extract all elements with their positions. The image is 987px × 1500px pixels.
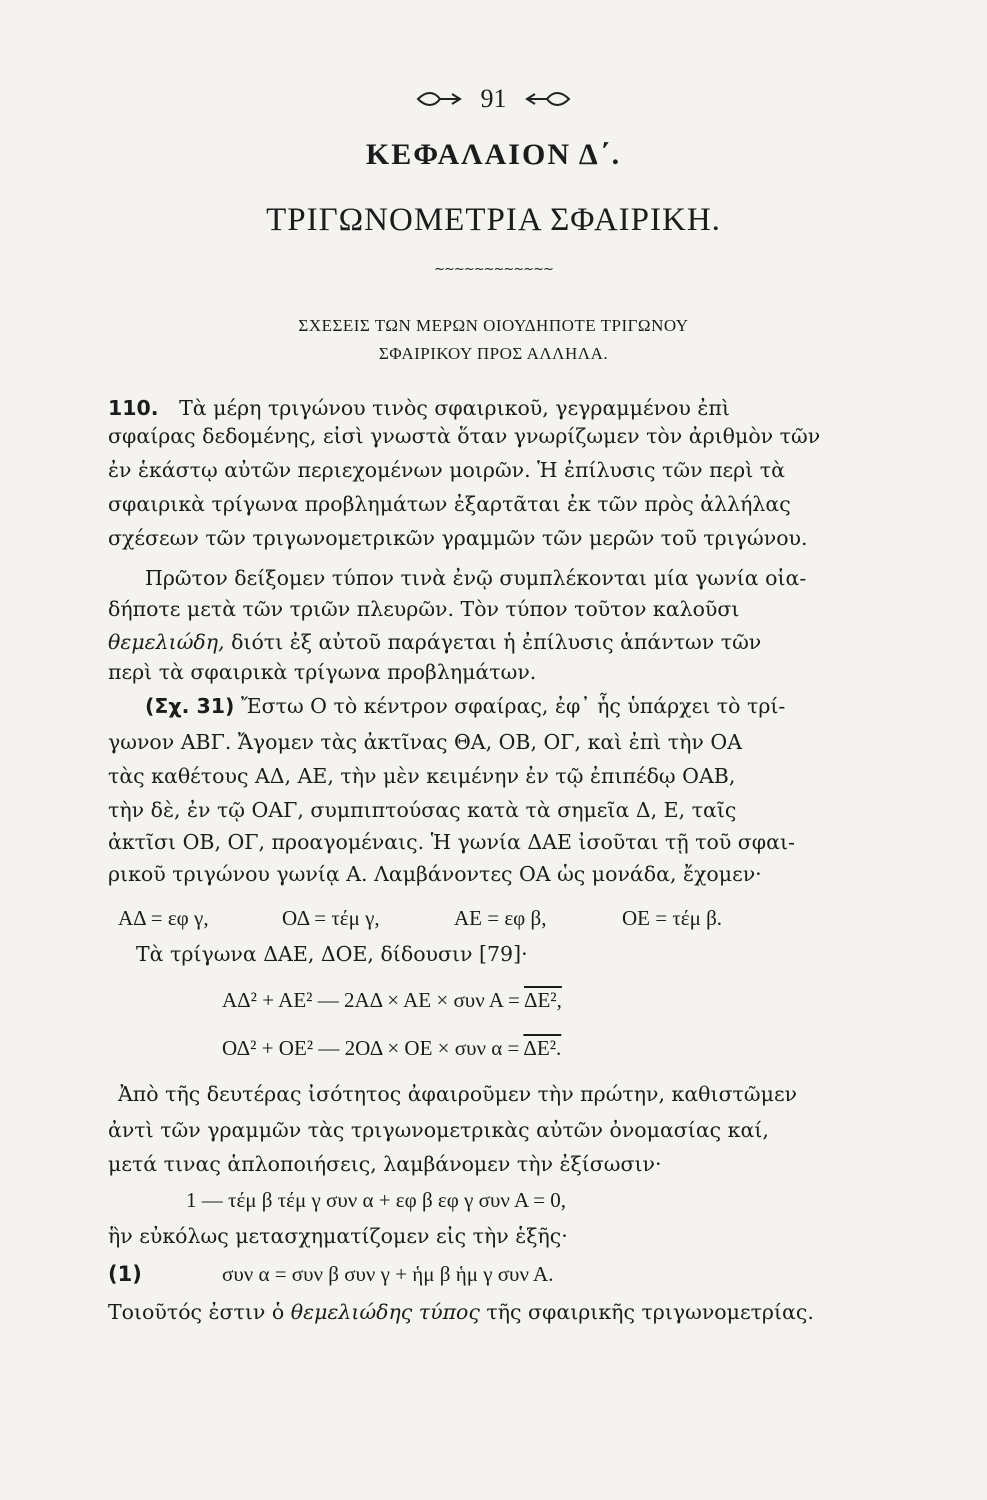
page-header	[0, 84, 987, 114]
page-number: 91	[480, 84, 507, 113]
formula-oe: ΟΕ = τέμ β.	[622, 906, 723, 930]
text-line: ἀκτῖσι ΟΒ, ΟΓ, προαγομέναις. Ἡ γωνία ΔΑΕ ἰσοῦται τῇ τοῦ σφαι-	[108, 830, 795, 854]
text-line: σχέσεων τῶν τριγωνομετρικῶν γραμμῶν τῶν μερῶν τοῦ τριγώνου.	[108, 526, 808, 550]
formula-right: ΔΕ².	[523, 1036, 562, 1060]
text-line: ρικοῦ τριγώνου γωνίᾳ Α. Λαμβάνοντες ΟΑ ὡς μονάδα, ἔχομεν·	[108, 862, 762, 886]
text-span: Ἔστω Ο τὸ κέντρον σφαίρας, ἐφ᾽ ἧς ὑπάρχει τὸ τρί-	[234, 694, 786, 718]
italic-term: θεμελιώδη,	[108, 630, 225, 654]
text-line: γωνον ΑΒΓ. Ἄγομεν τὰς ἀκτῖνας ΘΑ, ΟΒ, ΟΓ, καὶ ἐπὶ τὴν ΟΑ	[108, 730, 743, 754]
text-span: Τοιοῦτός ἐστιν ὁ	[108, 1300, 291, 1324]
text-line	[108, 396, 730, 420]
formula-label	[108, 1262, 142, 1287]
formula-left: ΟΔ² + ΟΕ² — 2ΟΔ × ΟΕ × συν α =	[222, 1036, 524, 1060]
right-ornament-icon	[525, 88, 571, 114]
italic-term: θεμελιώδης τύπος	[290, 1300, 480, 1324]
divider: ~~~~~~~~~~~~	[434, 262, 553, 277]
formula-right: ΔΕ²,	[523, 988, 562, 1012]
text-line: Τὰ τρίγωνα ΔΑΕ, ΔΟΕ, δίδουσιν [79]·	[136, 942, 528, 966]
text-line: σφαίρας δεδομένης, εἰσὶ γνωστὰ ὅταν γνωρίζωμεν τὸν ἀριθμὸν τῶν	[108, 424, 821, 448]
section-subtitle-line-2: ΣΦΑΙΡΙΚΟΥ ΠΡΟΣ ΑΛΛΗΛΑ.	[378, 344, 609, 363]
text-line: ἀντὶ τῶν γραμμῶν τὰς τριγωνομετρικὰς αὐτῶν ὀνομασίας καί,	[108, 1118, 769, 1142]
formula-ad: ΑΔ = εφ γ,	[118, 906, 209, 930]
text-line: τὰς καθέτους ΑΔ, ΑΕ, τὴν μὲν κειμένην ἐν τῷ ἐπιπέδῳ ΟΑΒ,	[108, 764, 736, 788]
text-line	[145, 694, 785, 718]
text-span: Τὰ μέρη τριγώνου τινὸς σφαιρικοῦ, γεγραμμένου ἐπὶ	[179, 396, 730, 420]
text-line: Ἀπὸ τῆς δευτέρας ἰσότητος ἀφαιροῦμεν τὴν πρώτην, καθιστῶμεν	[118, 1082, 798, 1106]
text-line: ἐν ἑκάστῳ αὐτῶν περιεχομένων μοιρῶν. Ἡ ἐπίλυσις τῶν περὶ τὰ	[108, 458, 785, 482]
formula-left: ΑΔ² + ΑΕ² — 2ΑΔ × ΑΕ × συν Α =	[222, 988, 524, 1012]
text-line: περὶ τὰ σφαιρικὰ τρίγωνα προβλημάτων.	[108, 660, 537, 684]
text-line: τὴν δὲ, ἐν τῷ ΟΑΓ, συμπιπτούσας κατὰ τὰ σημεῖα Δ, Ε, ταῖς	[108, 798, 737, 822]
equation-number: (1)	[108, 1262, 142, 1286]
formula-fundamental: συν α = συν β συν γ + ἡμ β ἡμ γ συν Α.	[222, 1262, 554, 1286]
chapter-title: ΤΡΙΓΩΝΟΜΕΤΡΙΑ ΣΦΑΙΡΙΚΗ.	[266, 202, 721, 238]
formula-equation: 1 — τέμ β τέμ γ συν α + εφ β εφ γ συν Α = 0,	[186, 1188, 567, 1212]
formula-law-of-cosines-2	[222, 1036, 561, 1061]
formula-od: ΟΔ = τέμ γ,	[282, 906, 380, 930]
text-line	[108, 1300, 814, 1324]
section-subtitle-line-1: ΣΧΕΣΕΙΣ ΤΩΝ ΜΕΡΩΝ ΟΙΟΥΔΗΠΟΤΕ ΤΡΙΓΩΝΟΥ	[298, 316, 689, 335]
chapter-heading: ΚΕΦΑΛΑΙΟΝ Δ΄.	[365, 138, 622, 171]
text-line: Πρῶτον δείξομεν τύπον τινὰ ἐνῷ συμπλέκονται μία γωνία οἱα-	[145, 566, 807, 590]
text-line: μετά τινας ἁπλοποιήσεις, λαμβάνομεν τὴν ἐξίσωσιν·	[108, 1152, 662, 1176]
formula-law-of-cosines-1	[222, 988, 562, 1013]
text-span: διότι ἐξ αὐτοῦ παράγεται ἡ ἐπίλυσις ἁπάντων τῶν	[224, 630, 762, 654]
figure-reference: (Σχ. 31)	[145, 694, 235, 718]
text-line	[108, 630, 761, 654]
left-ornament-icon	[416, 88, 462, 114]
formula-ae: ΑΕ = εφ β,	[454, 906, 547, 930]
text-line: δήποτε μετὰ τῶν τριῶν πλευρῶν. Τὸν τύπον τοῦτον καλοῦσι	[108, 597, 740, 621]
text-line: σφαιρικὰ τρίγωνα προβλημάτων ἐξαρτᾶται ἐκ τῶν πρὸς ἀλλήλας	[108, 492, 791, 516]
text-line: ἣν εὐκόλως μετασχηματίζομεν εἰς τὴν ἑξῆς·	[108, 1224, 568, 1248]
text-span: τῆς σφαιρικῆς τριγωνομετρίας.	[479, 1300, 814, 1324]
section-number: 110.	[108, 396, 159, 420]
